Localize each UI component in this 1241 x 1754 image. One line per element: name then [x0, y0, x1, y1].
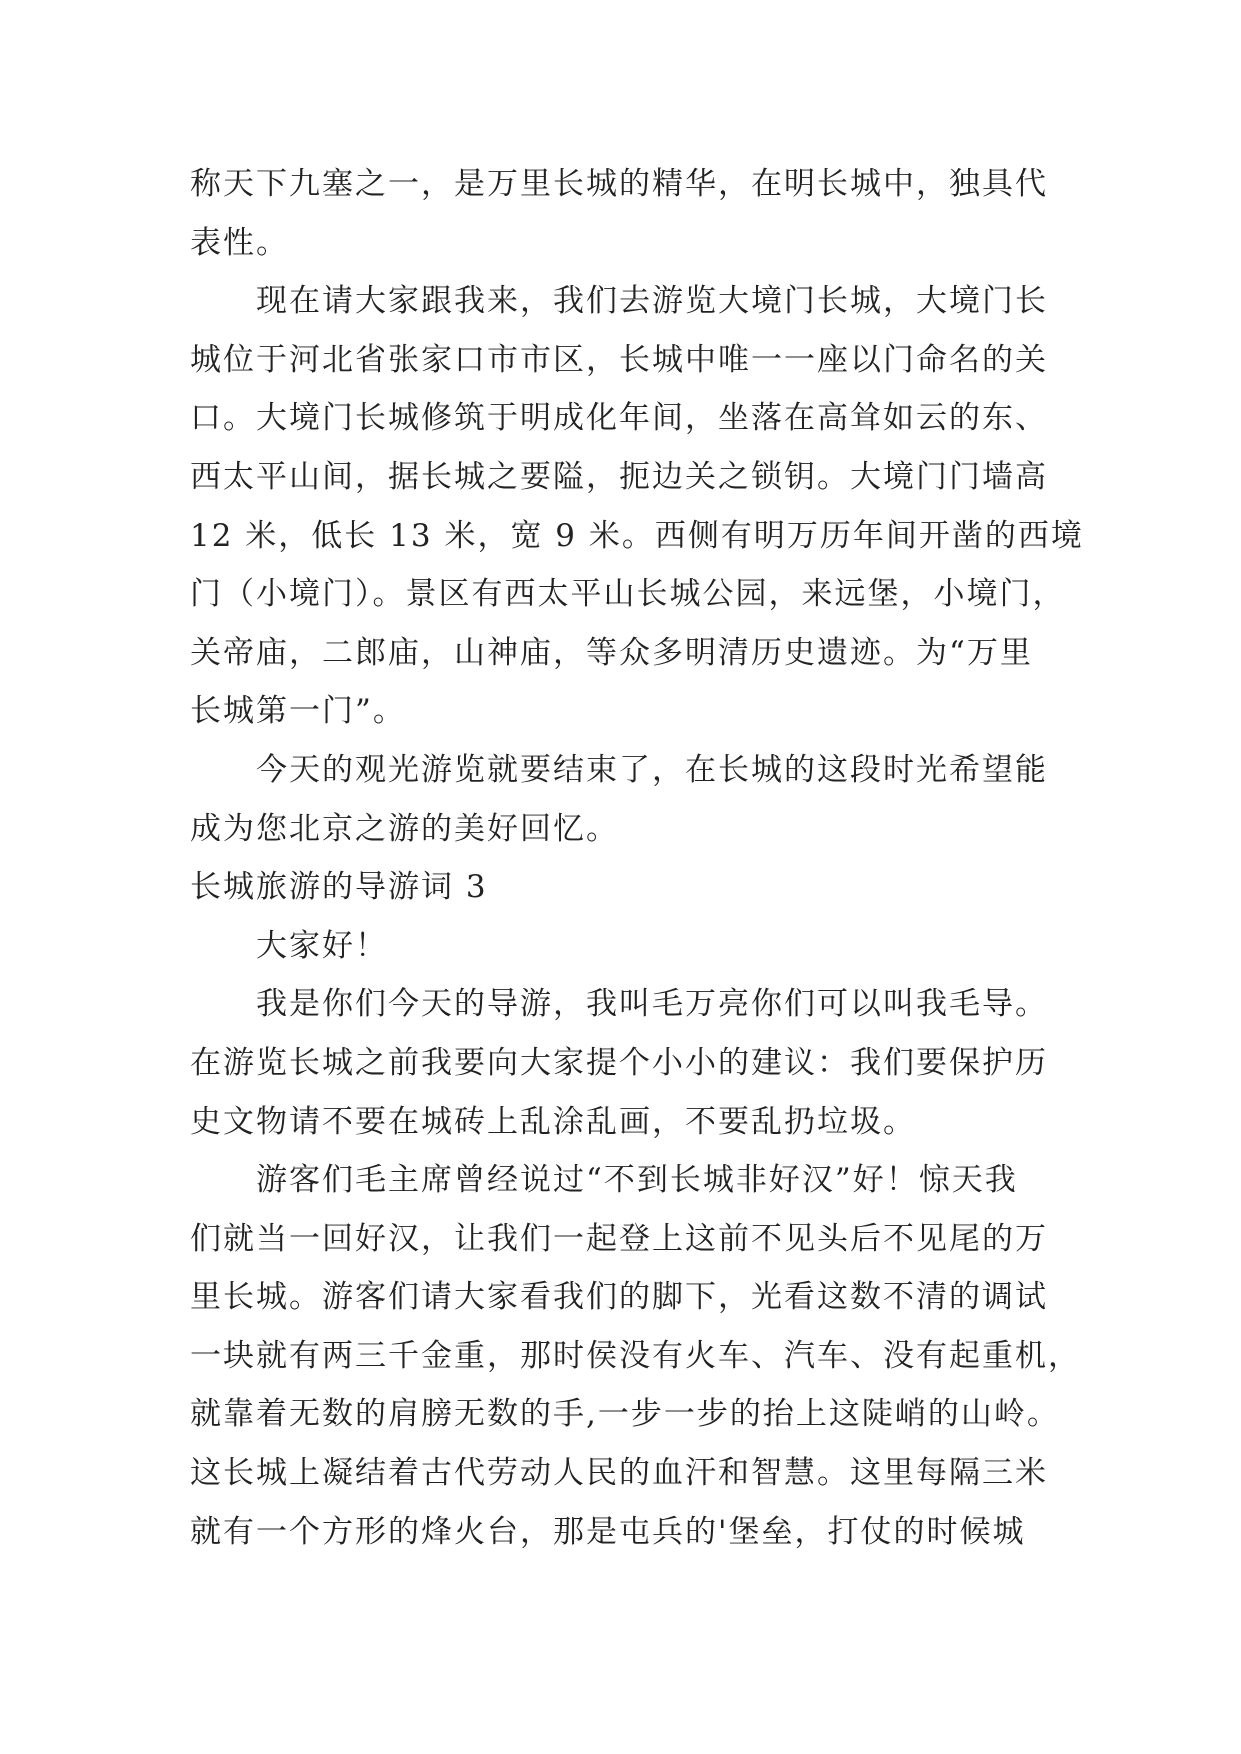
text-line: 就靠着无数的肩膀无数的手,一步一步的抬上这陡峭的山岭。	[190, 1396, 1060, 1433]
text-line: 现在请大家跟我来，我们去游览大境门长城，大境门长	[256, 283, 1048, 320]
text-line: 里长城。游客们请大家看我们的脚下，光看这数不清的调试	[190, 1279, 1048, 1316]
paragraph	[190, 155, 1090, 272]
document-body	[190, 155, 1090, 1561]
text-line: 就有一个方形的烽火台，那是屯兵的'堡垒，打仗的时候城	[190, 1513, 1026, 1550]
text-line: 我是你们今天的导游，我叫毛万亮你们可以叫我毛导。	[256, 986, 1048, 1023]
text-line: 史文物请不要在城砖上乱涂乱画，不要乱扔垃圾。	[190, 1103, 916, 1140]
paragraph	[190, 917, 1090, 976]
text-line: 大家好！	[256, 927, 388, 964]
text-line: 关帝庙，二郎庙，山神庙，等众多明清历史遗迹。为“万里	[190, 634, 1033, 671]
text-line: 西太平山间，据长城之要隘，扼边关之锁钥。大境门门墙高	[190, 458, 1048, 495]
section-heading: 长城旅游的导游词 3	[190, 869, 488, 906]
text-line: 称天下九塞之一，是万里长城的精华，在明长城中，独具代	[190, 166, 1048, 202]
text-line: 成为您北京之游的美好回忆。	[190, 810, 619, 847]
paragraph	[190, 741, 1090, 858]
text-line: 表性。	[190, 224, 289, 261]
text-line: 今天的观光游览就要结束了，在长城的这段时光希望能	[256, 751, 1048, 788]
text-line: 这长城上凝结着古代劳动人民的血汗和智慧。这里每隔三米	[190, 1455, 1048, 1492]
text-line: 在游览长城之前我要向大家提个小小的建议：我们要保护历	[190, 1044, 1048, 1081]
text-line: 游客们毛主席曾经说过“不到长城非好汉”好！惊天我	[256, 1162, 1018, 1199]
text-line: 12 米，低长 13 米，宽 9 米。西侧有明万历年间开凿的西境	[190, 517, 1084, 554]
paragraph	[190, 272, 1090, 741]
text-line: 门（小境门）。景区有西太平山长城公园，来远堡，小境门，	[190, 576, 1066, 613]
text-line: 们就当一回好汉，让我们一起登上这前不见头后不见尾的万	[190, 1220, 1048, 1257]
paragraph	[190, 1151, 1090, 1561]
paragraph	[190, 975, 1090, 1151]
text-line: 城位于河北省张家口市市区，长城中唯一一座以门命名的关	[190, 341, 1048, 378]
text-line: 口。大境门长城修筑于明成化年间，坐落在高耸如云的东、	[190, 400, 1048, 437]
text-line: 一块就有两三千金重，那时侯没有火车、汽车、没有起重机，	[190, 1337, 1081, 1374]
text-line: 长城第一门”。	[190, 693, 406, 730]
